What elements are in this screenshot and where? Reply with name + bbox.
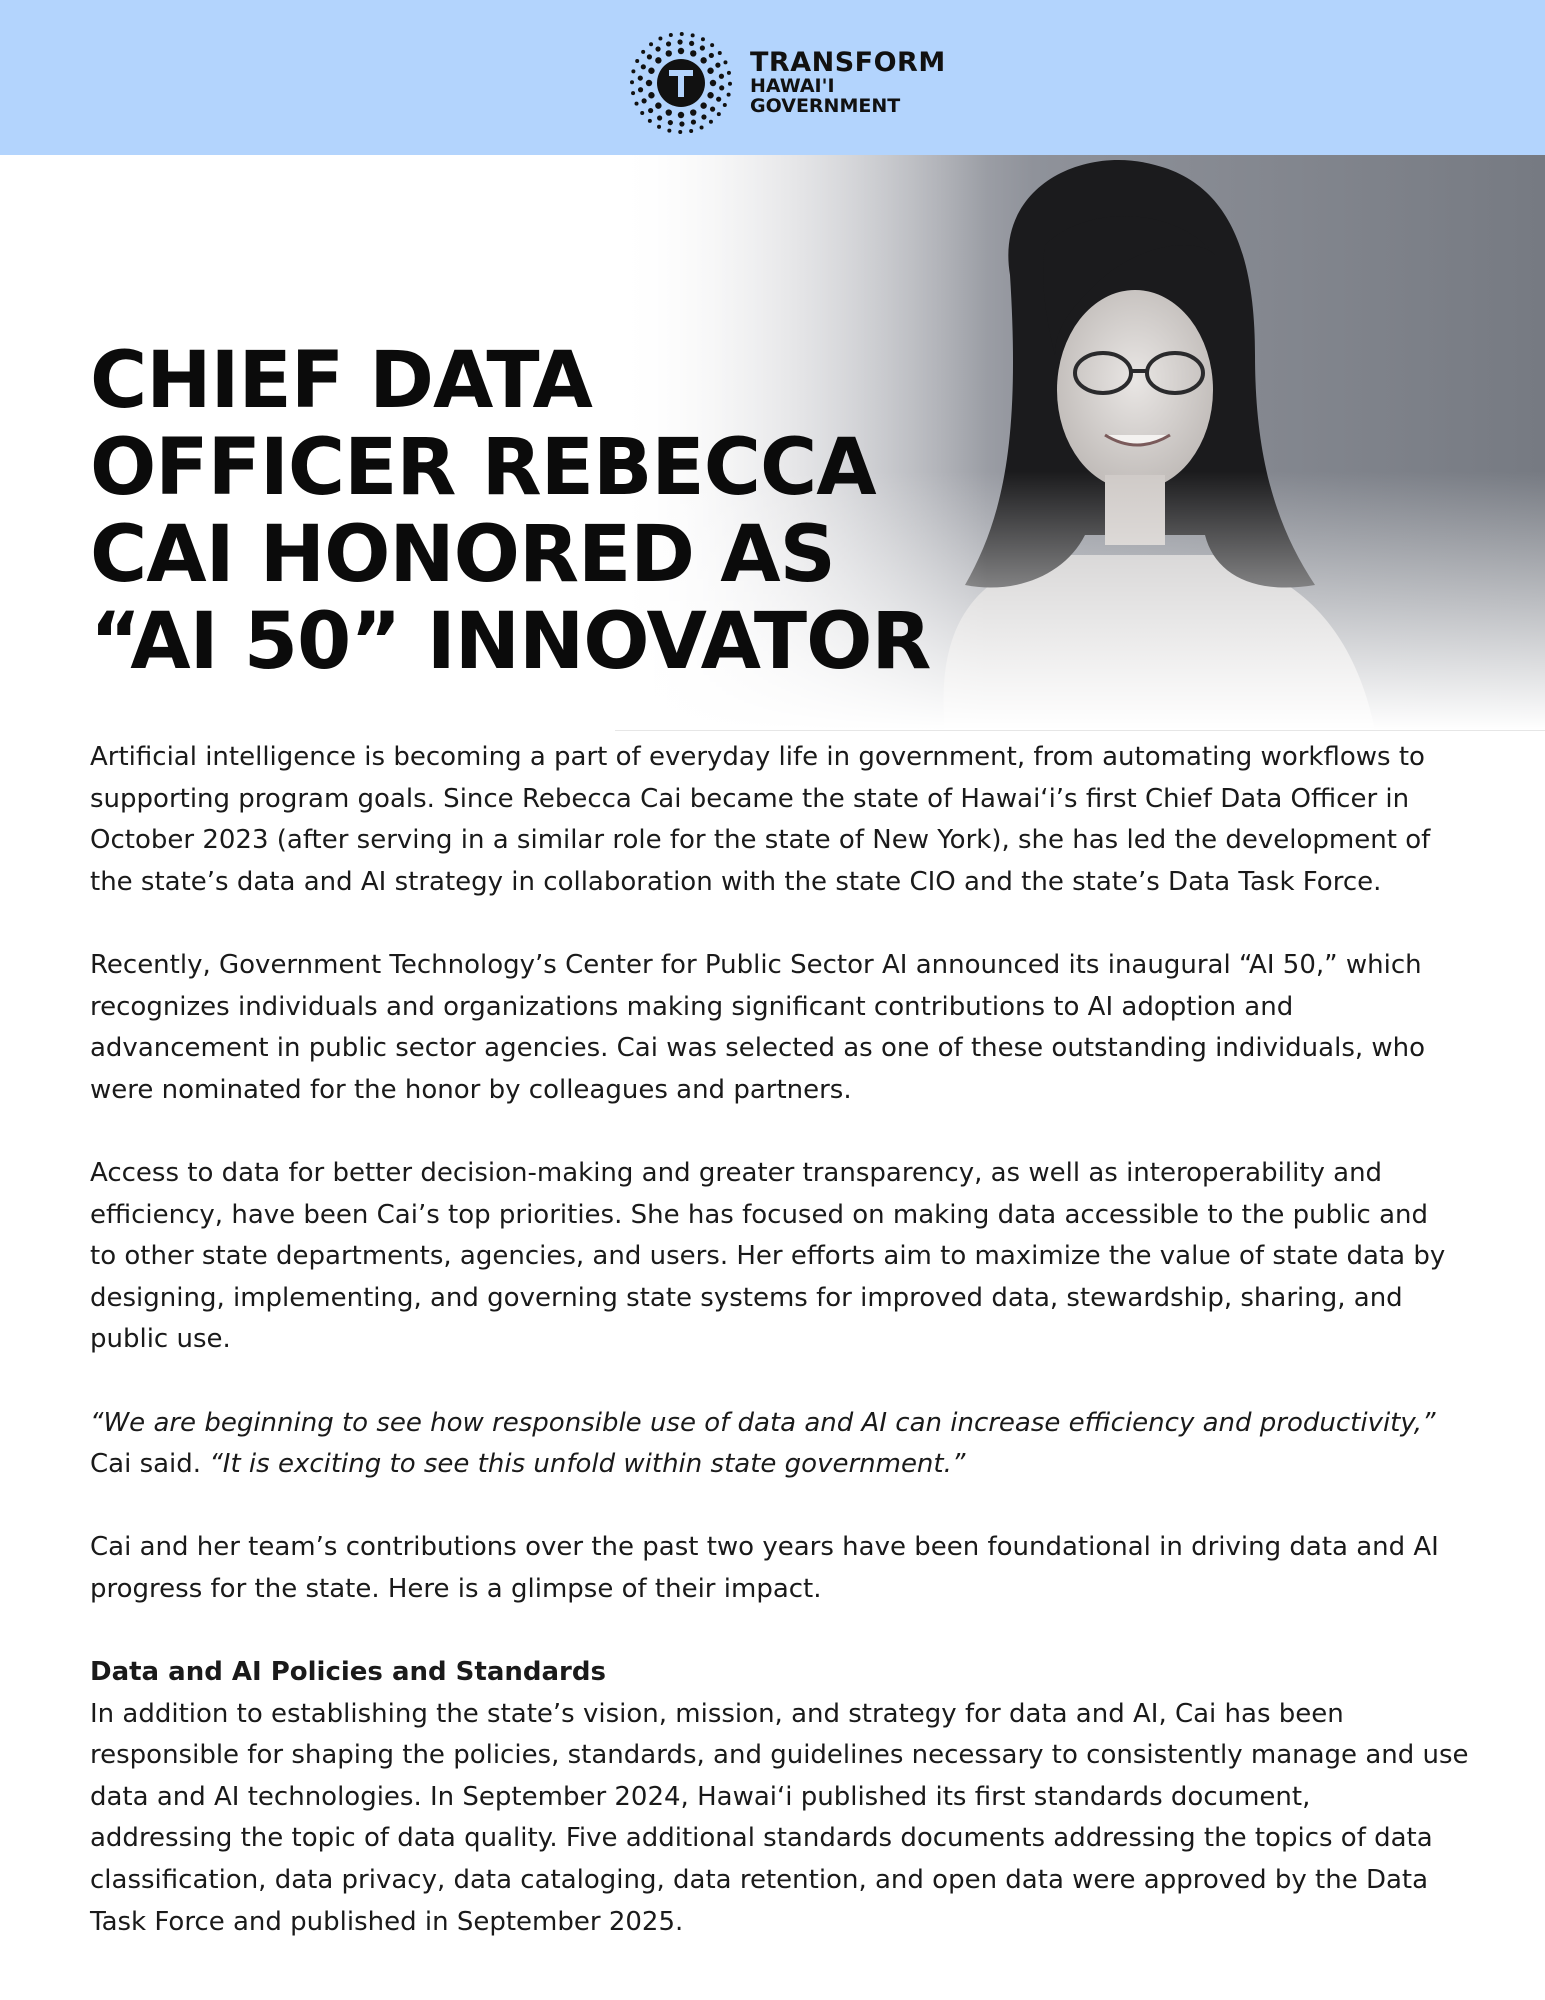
logo-dot xyxy=(691,33,695,37)
body-line: recognizes individuals and organizations making significant contributions to AI adoption and xyxy=(90,991,1294,1022)
logo-dot xyxy=(719,85,724,90)
transform-hawaii-logo[interactable] xyxy=(626,28,946,138)
logo-dot xyxy=(700,102,706,108)
paragraph-quote xyxy=(90,1403,1470,1486)
body-line: Access to data for better decision-making and greater transparency, as well as interoperability and xyxy=(90,1157,1383,1188)
body-line: classification, data privacy, data cataloging, data retention, and open data were approved by the Data xyxy=(90,1865,1429,1896)
logo-dot xyxy=(631,91,635,95)
logo-dot xyxy=(631,69,635,73)
dotted-circle-t-logo-icon xyxy=(626,28,736,138)
section-policies-standards xyxy=(90,1652,1470,1943)
body-line: progress for the state. Here is a glimpse of their impact. xyxy=(90,1573,822,1604)
article-body xyxy=(90,737,1470,1985)
logo-dot xyxy=(700,45,705,50)
logo-dot xyxy=(723,103,727,107)
logo-dot xyxy=(641,64,646,69)
logo-dot xyxy=(723,60,727,64)
body-line: addressing the topic of data quality. Five additional standards documents addressing the topics of data xyxy=(90,1823,1433,1854)
logo-dot xyxy=(640,111,644,115)
logo-dot xyxy=(648,68,654,74)
logo-dot xyxy=(701,37,705,41)
headline-line: CAI HONORED AS xyxy=(90,510,835,600)
logo-line-government: GOVERNMENT xyxy=(750,95,901,118)
logo-dot xyxy=(630,80,634,84)
logo-dot xyxy=(691,119,696,124)
logo-dot xyxy=(700,57,706,63)
body-line: were nominated for the honor by colleagues and partners. xyxy=(90,1074,852,1105)
logo-dot xyxy=(655,46,660,51)
logo-dot xyxy=(647,54,652,59)
logo-dot xyxy=(707,68,713,74)
quote-attribution: Cai said. xyxy=(90,1449,210,1480)
quote-line: “We are beginning to see how responsible use of data and AI can increase efficiency and productivity,” xyxy=(90,1407,1436,1438)
body-line: designing, implementing, and governing state systems for improved data, stewardship, sharing, and xyxy=(90,1282,1403,1313)
body-line: Cai and her team’s contributions over the past two years have been foundational in driving data and AI xyxy=(90,1532,1439,1563)
body-line: Recently, Government Technology’s Center for Public Sector AI announced its inaugural “AI 50,” which xyxy=(90,949,1422,980)
logo-dot xyxy=(718,51,722,55)
logo-dot xyxy=(642,98,647,103)
logo-dot xyxy=(710,43,714,47)
logo-dot xyxy=(655,57,661,63)
logo-dot xyxy=(667,129,671,133)
logo-dot xyxy=(635,59,639,63)
body-line: supporting program goals. Since Rebecca Cai became the state of Hawai‘i’s first Chief Data Officer in xyxy=(90,783,1410,814)
logo-dot xyxy=(717,112,721,116)
body-line: efficiency, have been Cai’s top priorities. She has focused on making data accessible to the public and xyxy=(90,1199,1429,1230)
logo-dot xyxy=(641,50,645,54)
logo-dot xyxy=(678,130,682,134)
logo-dot xyxy=(709,120,713,124)
logo-dot xyxy=(635,102,639,106)
logo-dot xyxy=(648,108,653,113)
logo-dot xyxy=(715,63,720,68)
logo-dot xyxy=(678,48,684,54)
logo-dot xyxy=(666,41,671,46)
logo-line-hawaii: HAWAI'I xyxy=(750,75,835,98)
logo-dot xyxy=(638,75,643,80)
body-line: Artificial intelligence is becoming a part of everyday life in government, from automating workflows to xyxy=(90,742,1425,772)
logo-dot xyxy=(669,33,673,37)
paragraph-ai50 xyxy=(90,945,1470,1111)
body-line: public use. xyxy=(90,1324,231,1355)
logo-dot xyxy=(657,125,661,129)
quote-attribution-line xyxy=(90,1444,1470,1486)
logo-dot xyxy=(710,80,716,86)
body-line: to other state departments, agencies, and users. Her efforts aim to maximize the value of state data by xyxy=(90,1241,1446,1272)
logo-dot xyxy=(666,50,672,56)
logo-dot xyxy=(727,93,731,97)
logo-dot xyxy=(657,115,662,120)
logo-dot xyxy=(680,32,684,36)
logo-wordmark xyxy=(750,46,946,118)
logo-dot xyxy=(658,37,662,41)
logo-dot xyxy=(648,119,652,123)
logo-dot xyxy=(700,125,704,129)
logo-dot xyxy=(648,92,654,98)
section-heading: Data and AI Policies and Standards xyxy=(90,1657,606,1688)
logo-dot xyxy=(668,120,673,125)
logo-dot xyxy=(678,112,684,118)
paragraph-impact xyxy=(90,1527,1470,1610)
logo-dot xyxy=(701,114,706,119)
logo-dot xyxy=(690,109,696,115)
body-line: data and AI technologies. In September 2024, Hawai‘i published its first standards document, xyxy=(90,1781,1311,1812)
quote-line: “It is exciting to see this unfold within state government.” xyxy=(209,1449,966,1480)
logo-dot xyxy=(677,39,682,44)
paragraph-priorities xyxy=(90,1153,1470,1361)
logo-dot xyxy=(689,129,693,133)
body-line: October 2023 (after serving in a similar role for the state of New York), she has led the development of xyxy=(90,825,1431,856)
logo-dot xyxy=(649,42,653,46)
logo-line-transform: TRANSFORM xyxy=(750,46,946,78)
logo-dot xyxy=(728,82,732,86)
logo-dot xyxy=(689,41,694,46)
body-line: the state’s data and AI strategy in collaboration with the state CIO and the state’s Data Task Force. xyxy=(90,866,1382,897)
logo-dot xyxy=(716,97,721,102)
header-banner xyxy=(0,0,1545,155)
body-line: In addition to establishing the state’s vision, mission, and strategy for data and AI, Cai has been xyxy=(90,1698,1344,1729)
logo-dot xyxy=(727,71,731,75)
headline-line: OFFICER REBECCA xyxy=(90,423,876,513)
logo-dot xyxy=(679,121,684,126)
logo-dot xyxy=(655,102,661,108)
headline-line: CHIEF DATA xyxy=(90,336,592,426)
photo-divider xyxy=(615,730,1545,731)
logo-dot xyxy=(690,50,696,56)
logo-dot xyxy=(719,74,724,79)
logo-dot xyxy=(638,87,643,92)
body-line: Task Force and published in September 2025. xyxy=(90,1906,684,1937)
logo-dot xyxy=(710,107,715,112)
logo-dot xyxy=(666,109,672,115)
article-headline xyxy=(90,338,1070,686)
paragraph-intro xyxy=(90,737,1470,903)
headline-line: “AI 50” INNOVATOR xyxy=(90,597,931,687)
body-line: advancement in public sector agencies. Cai was selected as one of these outstanding individuals, who xyxy=(90,1033,1426,1064)
logo-dot xyxy=(707,92,713,98)
logo-dot xyxy=(646,80,652,86)
logo-dot xyxy=(709,53,714,58)
body-line: responsible for shaping the policies, standards, and guidelines necessary to consistently manage and use xyxy=(90,1740,1469,1771)
